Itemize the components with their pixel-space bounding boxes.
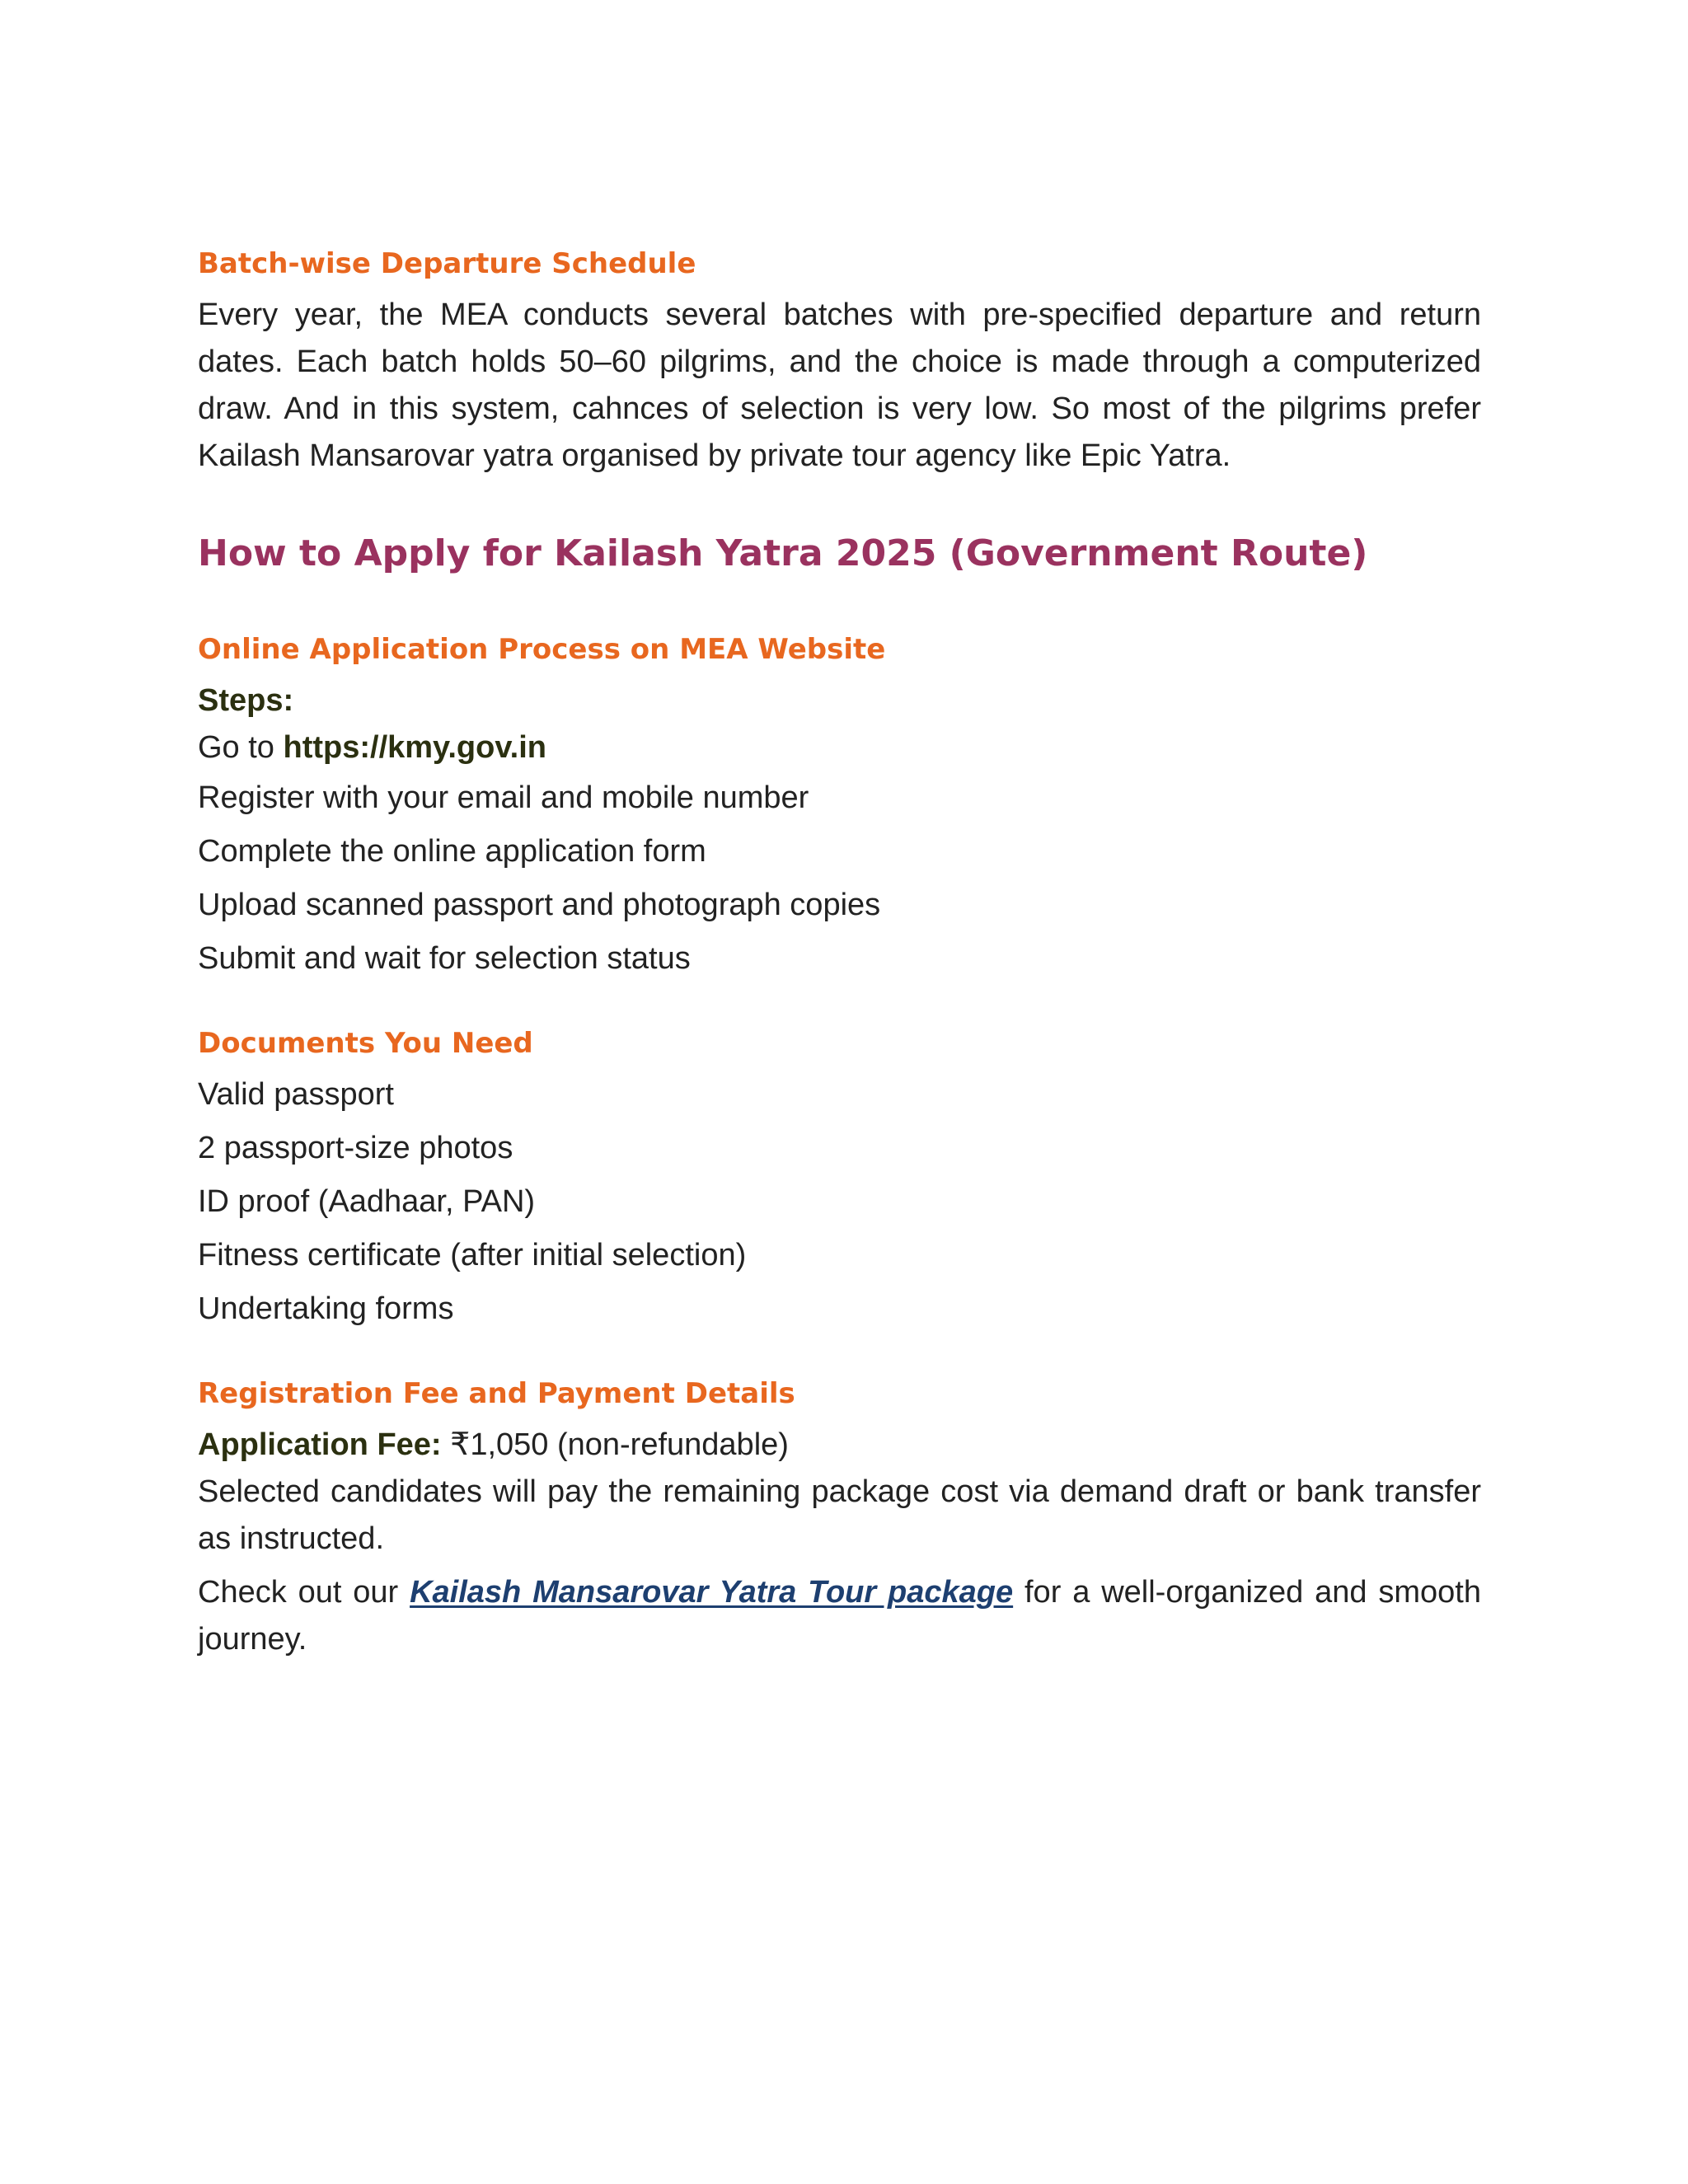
- cta-suffix: for a well-organized and smooth journey.: [198, 1575, 1481, 1657]
- application-fee-value: ₹1,050 (non-refundable): [441, 1427, 789, 1462]
- batch-schedule-paragraph: Every year, the MEA conducts several batches with pre-specified departure and return dates. Each batch holds 50–60 pilgrims, and the choice is made through a computerized draw. And in this system, cahnces of selection is very low. So most of the pilgrims prefer Kailash Mansarovar yatra organised by private tour agency like Epic Yatra.: [198, 298, 1481, 473]
- steps-list: [198, 771, 1481, 986]
- batch-schedule-heading: Batch-wise Departure Schedule: [198, 247, 696, 280]
- document-item: Fitness certificate (after initial selection): [198, 1238, 747, 1272]
- step-item: Upload scanned passport and photograph copies: [198, 888, 881, 922]
- document-item: 2 passport-size photos: [198, 1131, 513, 1165]
- document-content: [198, 244, 1481, 1663]
- step-item: Submit and wait for selection status: [198, 941, 691, 976]
- step-item: Register with your email and mobile number: [198, 780, 809, 815]
- how-to-apply-heading: How to Apply for Kailash Yatra 2025 (Government Route): [198, 532, 1368, 574]
- application-fee-line: [198, 1422, 1481, 1469]
- document-item: Undertaking forms: [198, 1291, 454, 1326]
- tour-package-cta: [198, 1569, 1481, 1663]
- steps-label: Steps:: [198, 683, 294, 718]
- goto-prefix: Go to: [198, 730, 284, 765]
- kmy-url-link[interactable]: https://kmy.gov.in: [283, 730, 546, 765]
- document-item: ID proof (Aadhaar, PAN): [198, 1184, 536, 1219]
- online-application-heading: Online Application Process on MEA Website: [198, 633, 886, 666]
- documents-heading: Documents You Need: [198, 1027, 533, 1060]
- step-item: Complete the online application form: [198, 834, 706, 869]
- document-item: Valid passport: [198, 1077, 394, 1112]
- registration-fee-heading: Registration Fee and Payment Details: [198, 1377, 795, 1410]
- application-fee-label: Application Fee:: [198, 1427, 442, 1462]
- documents-list: [198, 1068, 1481, 1336]
- goto-line: [198, 724, 1481, 771]
- cta-prefix: Check out our: [198, 1575, 410, 1610]
- payment-note: Selected candidates will pay the remaining package cost via demand draft or bank transfer as instructed.: [198, 1474, 1481, 1556]
- tour-package-link[interactable]: Kailash Mansarovar Yatra Tour package: [410, 1575, 1014, 1610]
